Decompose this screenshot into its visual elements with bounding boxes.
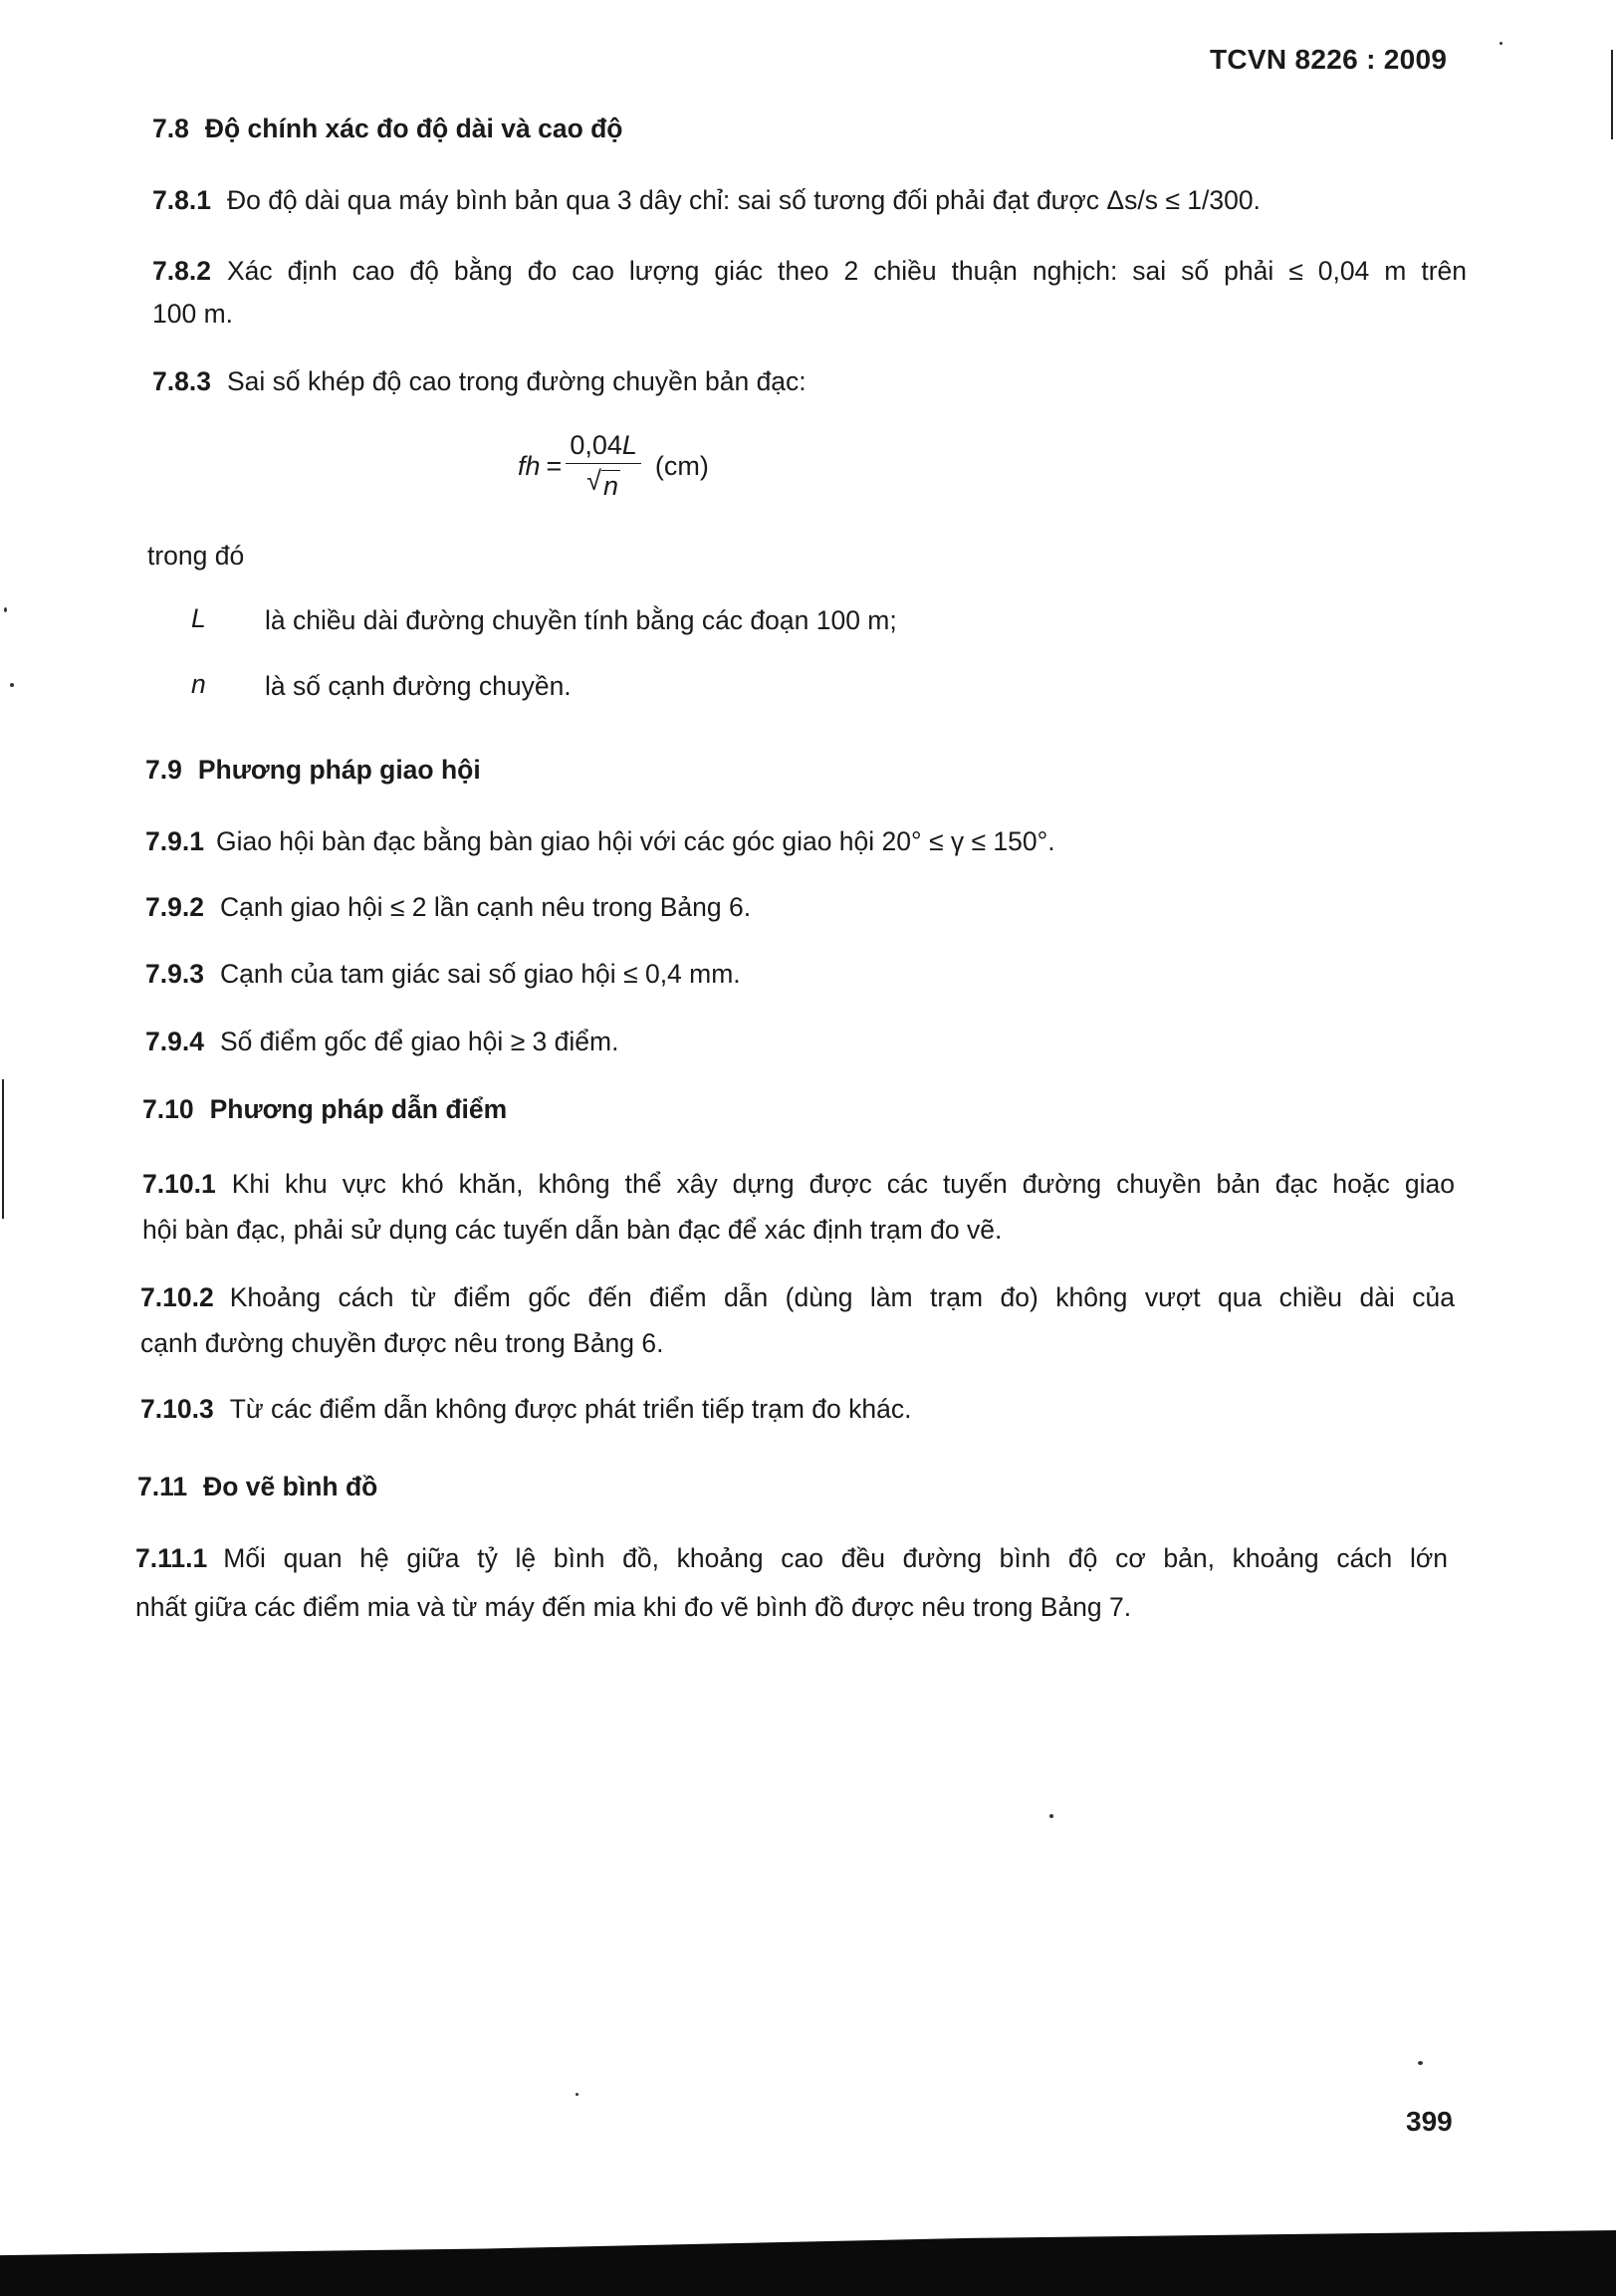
clause-text: Khoảng cách từ điểm gốc đến điểm dẫn (dùng làm trạm đo) không vượt qua chiều dài của	[229, 1282, 1455, 1312]
section-title: Phương pháp giao hội	[197, 755, 481, 785]
clause-number: 7.8.2	[152, 256, 211, 286]
clause-7-8-2-line-2: 100 m.	[152, 299, 234, 329]
clause-number: 7.9.4	[145, 1027, 204, 1056]
clause-text: Số điểm gốc để giao hội ≥ 3 điểm.	[219, 1027, 619, 1056]
scan-edge-line	[1611, 50, 1613, 139]
clause-number: 7.10.3	[140, 1394, 214, 1424]
section-title: Đo vẽ bình đồ	[203, 1472, 378, 1501]
page-number: 399	[1406, 2106, 1453, 2137]
scan-speck	[4, 607, 7, 612]
clause-text: Giao hội bàn đạc bằng bàn giao hội với các góc giao hội 20° ≤ γ ≤ 150°.	[215, 826, 1055, 856]
clause-number: 7.8.1	[152, 185, 211, 215]
section-7-9-heading	[145, 753, 481, 787]
closure-error-formula	[518, 430, 709, 502]
clause-7-9-3	[145, 957, 741, 991]
clause-7-8-2-line-1	[152, 254, 1467, 288]
section-number: 7.9	[145, 755, 182, 785]
section-number: 7.11	[137, 1472, 188, 1501]
clause-number: 7.11.1	[135, 1543, 208, 1573]
square-root-icon: √	[586, 466, 601, 496]
clause-text: Xác định cao độ bằng đo cao lượng giác theo 2 chiều thuận nghịch: sai số phải ≤ 0,04 m trên	[226, 256, 1467, 286]
clause-7-11-1-line-1	[135, 1541, 1448, 1575]
clause-7-10-2-line-1	[140, 1280, 1455, 1314]
scan-edge-line	[2, 1079, 4, 1219]
section-7-8-heading	[152, 112, 623, 145]
clause-7-9-2	[145, 890, 751, 924]
clause-text: Mối quan hệ giữa tỷ lệ bình đồ, khoảng cao đều đường bình độ cơ bản, khoảng cách lớn	[223, 1543, 1448, 1573]
clause-number: 7.9.1	[145, 826, 204, 856]
section-number: 7.8	[152, 114, 189, 143]
clause-7-10-1-line-2: hội bàn đạc, phải sử dụng các tuyến dẫn bàn đạc để xác định trạm đo vẽ.	[142, 1215, 1003, 1245]
clause-7-11-1-line-2: nhất giữa các điểm mia và từ máy đến mia khi đo vẽ bình đồ được nêu trong Bảng 7.	[135, 1592, 1132, 1622]
formula-radicand: n	[603, 471, 619, 501]
section-number: 7.10	[142, 1094, 194, 1124]
formula-equals: =	[546, 450, 563, 481]
variable-definition: là chiều dài đường chuyền tính bằng các đoạn 100 m;	[265, 605, 897, 635]
clause-number: 7.8.3	[152, 366, 211, 396]
scan-speck	[576, 2093, 578, 2096]
clause-number: 7.9.2	[145, 892, 204, 922]
standard-header: TCVN 8226 : 2009	[1210, 44, 1448, 75]
scan-speck	[10, 683, 14, 687]
clause-text: Cạnh của tam giác sai số giao hội ≤ 0,4 mm.	[219, 959, 741, 989]
clause-number: 7.10.1	[142, 1169, 216, 1199]
formula-denominator	[586, 464, 620, 502]
variable-symbol: n	[191, 669, 206, 699]
formula-fraction	[566, 430, 641, 502]
clause-7-9-4	[145, 1025, 618, 1058]
clause-7-10-3	[140, 1392, 911, 1426]
where-label: trong đó	[147, 541, 245, 571]
clause-7-9-1	[145, 824, 1055, 858]
formula-numerator: 0,04L	[566, 430, 641, 464]
clause-7-10-1-line-1	[142, 1167, 1455, 1201]
scan-speck	[1500, 42, 1502, 45]
section-title: Độ chính xác đo độ dài và cao độ	[204, 114, 623, 143]
clause-number: 7.10.2	[140, 1282, 214, 1312]
clause-number: 7.9.3	[145, 959, 204, 989]
formula-unit: (cm)	[654, 450, 709, 481]
clause-text: Khi khu vực khó khăn, không thể xây dựng được các tuyến đường chuyền bản đạc hoặc giao	[231, 1169, 1455, 1199]
formula-lhs: fh	[518, 450, 541, 481]
clause-text: Sai số khép độ cao trong đường chuyền bản đạc:	[226, 366, 807, 396]
clause-7-8-1	[152, 183, 1261, 217]
scan-bottom-shadow	[0, 2230, 1616, 2296]
clause-7-8-3	[152, 364, 807, 398]
section-7-10-heading	[142, 1092, 507, 1126]
clause-text: Cạnh giao hội ≤ 2 lần cạnh nêu trong Bảng 6.	[219, 892, 752, 922]
clause-7-10-2-line-2: cạnh đường chuyền được nêu trong Bảng 6.	[140, 1328, 664, 1358]
clause-text: Đo độ dài qua máy bình bản qua 3 dây chỉ: sai số tương đối phải đạt được Δs/s ≤ 1/300.	[226, 185, 1261, 215]
scan-speck	[1418, 2061, 1423, 2065]
section-title: Phương pháp dẫn điểm	[209, 1094, 508, 1124]
variable-symbol: L	[191, 603, 206, 633]
section-7-11-heading	[137, 1470, 377, 1503]
clause-text: Từ các điểm dẫn không được phát triển tiếp trạm đo khác.	[229, 1394, 912, 1424]
variable-definition: là số cạnh đường chuyền.	[265, 671, 572, 701]
scan-speck	[1049, 1814, 1053, 1818]
